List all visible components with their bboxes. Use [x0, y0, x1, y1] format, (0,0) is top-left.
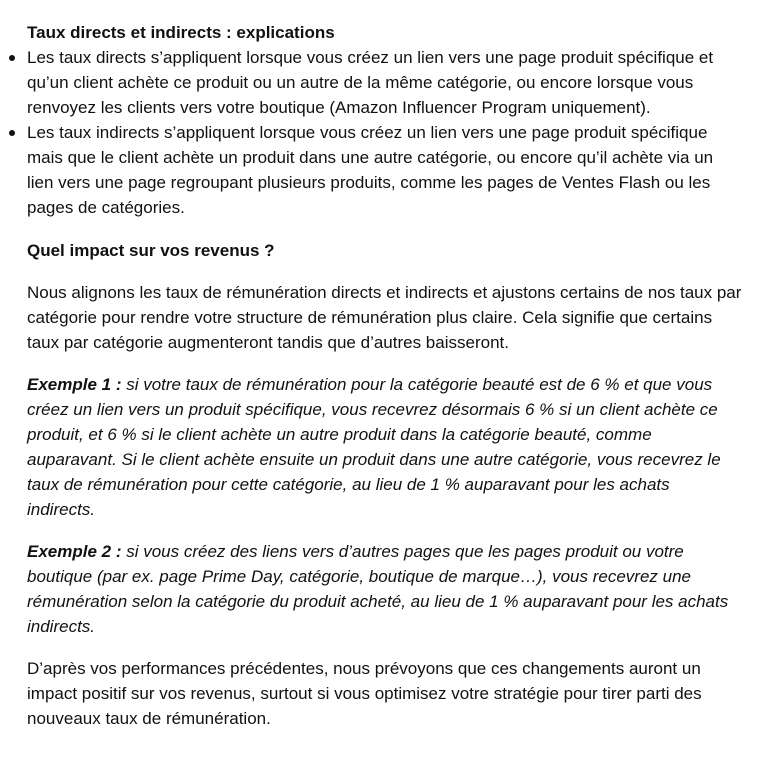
- bullet-indirect-rates: Les taux indirects s’appliquent lorsque vous créez un lien vers une page produit spécifique mais que le client achète un produit dans une autre catégorie, ou encore qu’il achète via un lien vers une page regroupant plusieurs produits, comme les pages de Ventes Flash ou les pages de catégories.: [27, 120, 742, 220]
- heading-rates-explanation: Taux directs et indirects : explications: [27, 23, 335, 42]
- paragraph-example-1: [27, 372, 742, 522]
- example-2-label: Exemple 2 :: [27, 542, 122, 561]
- example-2-text: si vous créez des liens vers d’autres pages que les pages produit ou votre boutique (par ex. page Prime Day, catégorie, boutique de marque…), vous recevrez une rémunération selon la catégorie du produit acheté, au lieu de 1 % auparavant pour les achats indirects.: [27, 542, 729, 636]
- paragraph-conclusion: D’après vos performances précédentes, nous prévoyons que ces changements auront un impact positif sur vos revenus, surtout si vous optimisez votre stratégie pour tirer parti des nouveaux taux de rémunération.: [27, 659, 702, 728]
- bullet-direct-rates: Les taux directs s’appliquent lorsque vous créez un lien vers une page produit spécifique et qu’un client achète ce produit ou un autre de la même catégorie, ou encore lorsque vous renvoyez les clients vers votre boutique (Amazon Influencer Program uniquement).: [27, 45, 742, 120]
- rates-bullet-list: [27, 45, 742, 220]
- article-content: [27, 20, 742, 731]
- example-1-label: Exemple 1 :: [27, 375, 122, 394]
- paragraph-example-2: [27, 539, 742, 639]
- paragraph-intro: Nous alignons les taux de rémunération directs et indirects et ajustons certains de nos taux par catégorie pour rendre votre structure de rémunération plus claire. Cela signifie que certains taux par catégorie augmenteront tandis que d’autres baisseront.: [27, 283, 742, 352]
- heading-revenue-impact: Quel impact sur vos revenus ?: [27, 241, 275, 260]
- example-1-text: si votre taux de rémunération pour la catégorie beauté est de 6 % et que vous créez un lien vers un produit spécifique, vous recevrez désormais 6 % si un client achète ce produit, et 6 % si le client achète un autre produit dans la catégorie beauté, comme auparavant. Si le client achète ensuite un produit dans une autre catégorie, vous recevrez le taux de rémunération pour cette catégorie, au lieu de 1 % auparavant pour les achats indirects.: [27, 375, 721, 519]
